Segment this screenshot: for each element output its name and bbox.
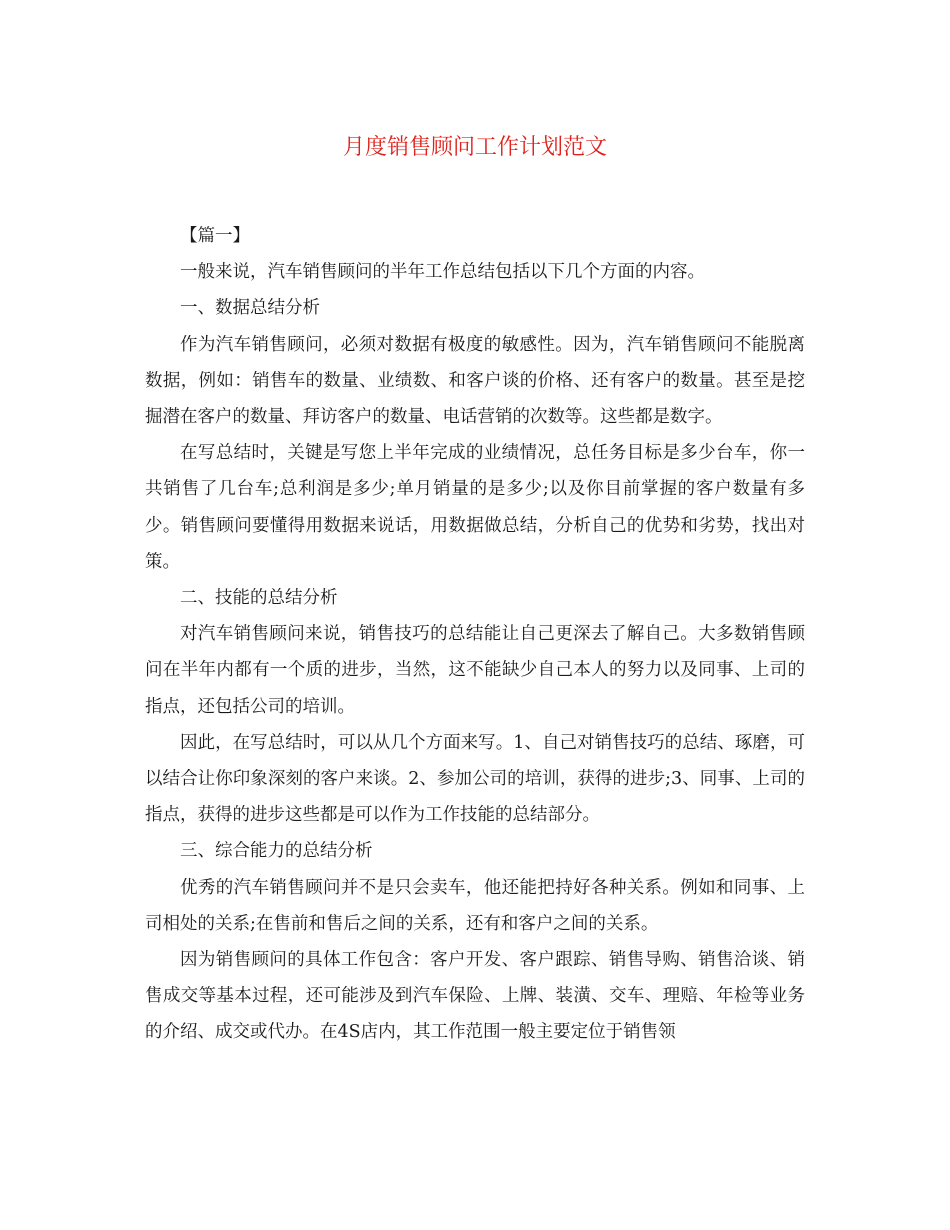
- document-title: 月度销售顾问工作计划范文: [342, 135, 607, 160]
- body-paragraph: 作为汽车销售顾问，必须对数据有极度的敏感性。因为，汽车销售顾问不能脱离数据，例如：销售车的数量、业绩数、和客户谈的价格、还有客户的数量。甚至是挖掘潜在客户的数量、拜访客户的数量、电话营销的次数等。这些都是数字。: [145, 334, 805, 428]
- body-paragraph: 优秀的汽车销售顾问并不是只会卖车，他还能把持好各种关系。例如和同事、上司相处的关系;在售前和售后之间的关系，还有和客户之间的关系。: [145, 877, 805, 934]
- intro-paragraph: 一般来说，汽车销售顾问的半年工作总结包括以下几个方面的内容。: [180, 262, 705, 283]
- heading-skill-analysis: 二、技能的总结分析: [180, 588, 338, 609]
- body-paragraph: 因为销售顾问的具体工作包含：客户开发、客户跟踪、销售导购、销售洽谈、销售成交等基本过程，还可能涉及到汽车保险、上牌、装潢、交车、理赔、年检等业务的介绍、成交或代办。在4S店内，其工作范围一般主要定位于销售领: [145, 950, 805, 1043]
- heading-comprehensive-analysis: 三、综合能力的总结分析: [180, 841, 373, 862]
- body-paragraph: 因此，在写总结时，可以从几个方面来写。1、自己对销售技巧的总结、琢磨，可以结合让你印象深刻的客户来谈。2、参加公司的培训，获得的进步;3、同事、上司的指点，获得的进步这些都是可以作为工作技能的总结部分。: [145, 732, 805, 826]
- heading-data-analysis: 一、数据总结分析: [180, 298, 320, 319]
- document-body: [145, 218, 805, 1051]
- body-paragraph: 对汽车销售顾问来说，销售技巧的总结能让自己更深去了解自己。大多数销售顾问在半年内都有一个质的进步，当然，这不能缺少自己本人的努力以及同事、上司的指点，还包括公司的培训。: [145, 624, 805, 717]
- section-label: 【篇一】: [180, 226, 250, 246]
- body-paragraph: 在写总结时，关键是写您上半年完成的业绩情况，总任务目标是多少台车，你一共销售了几台车;总利润是多少;单月销量的是多少;以及你目前掌握的客户数量有多少。销售顾问要懂得用数据来说话，用数据做总结，分析自己的优势和劣势，找出对策。: [145, 443, 805, 572]
